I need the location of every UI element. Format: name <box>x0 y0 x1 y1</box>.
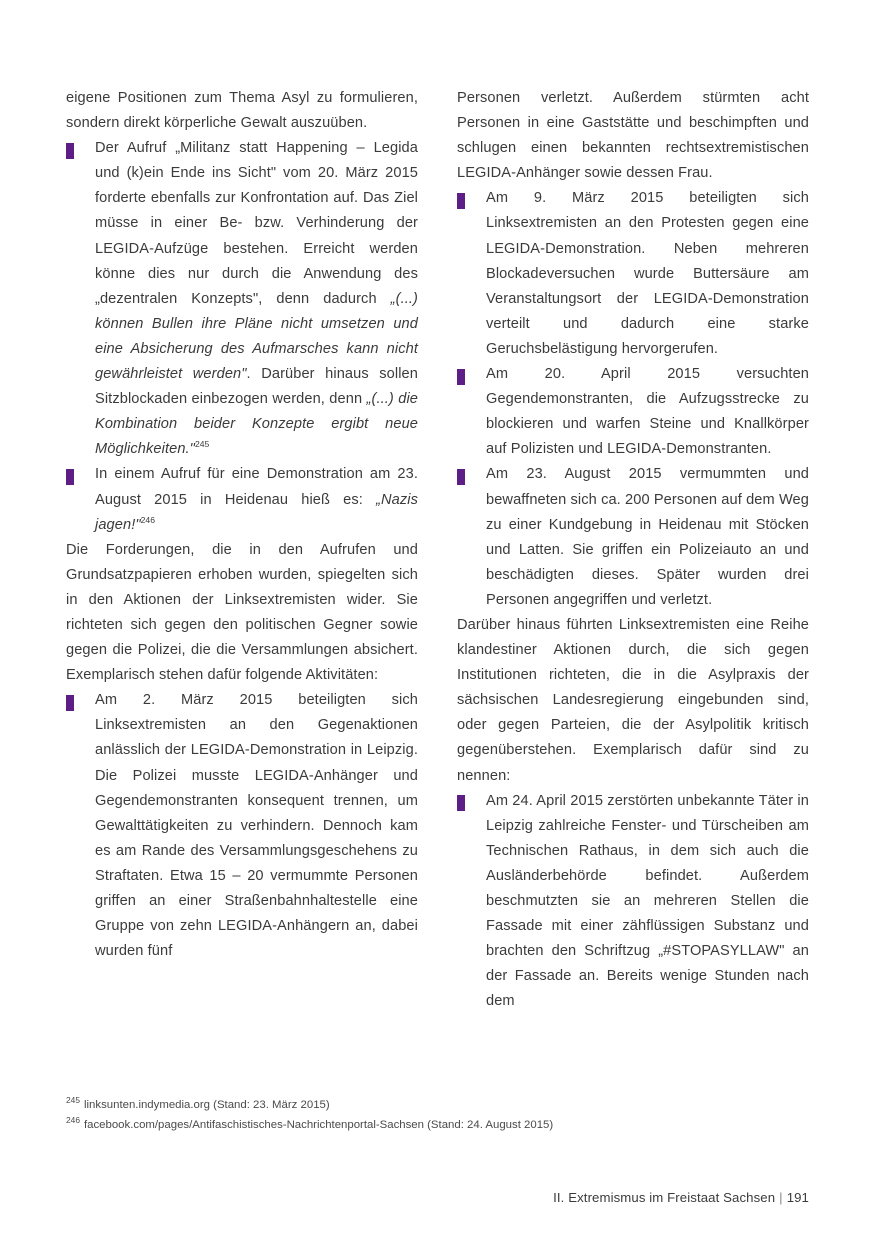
bullet-quote-italic-1: „Nazis jagen!" <box>95 491 418 533</box>
list-item <box>66 462 418 537</box>
footnote-number: 246 <box>66 1115 80 1126</box>
bullet-quote-italic-1: „(...) können Bullen ihre Pläne nicht umsetzen und eine Absicherung des Aufmarsches kann nicht gewährleistet werden" <box>95 290 418 383</box>
bullet-text-part1: Der Aufruf „Militanz statt Happening – Legida und (k)ein Ende ins Sicht" vom 20. März 2015 forderte ebenfalls zur Konfrontation auf. Das Ziel müsse in einer Be- bzw. Verhinderung der LEGIDA-Aufzüge bestehen. Erreicht werden könne dies nur durch die Anwendung des „dezentralen Konzepts", denn dadurch <box>95 140 418 307</box>
bullet-quote-italic-2: „(...) die Kombination beider Konzepte ergibt neue Möglichkeiten." <box>95 391 419 458</box>
right-continued-paragraph: Personen verletzt. Außerdem stürmten acht Personen in eine Gaststätte und beschimpften und schlugen einen bekannten rechtsextremistischen LEGIDA-Anhänger sowie dessen Frau. <box>457 90 809 182</box>
right-bullet-list-top <box>457 186 809 613</box>
footnote-entry <box>66 1095 809 1115</box>
list-item <box>66 136 418 462</box>
bullet-text-part1: In einem Aufruf für eine Demonstration am 23. August 2015 in Heidenau hieß es: <box>95 466 418 508</box>
footer-chapter-title: II. Extremismus im Freistaat Sachsen <box>553 1190 776 1205</box>
footnote-marker[interactable]: 245 <box>194 439 210 450</box>
left-column <box>66 86 418 1046</box>
left-bullet-list-top <box>66 136 418 538</box>
footnote-text: linksunten.indymedia.org (Stand: 23. März 2015) <box>83 1099 330 1111</box>
page-number: 191 <box>786 1190 809 1205</box>
list-item: Am 20. April 2015 versuchten Gegendemonstranten, die Aufzugsstrecke zu blockieren und warfen Steine und Knallkörper auf Polizisten und LEGIDA-Demonstranten. <box>457 362 809 462</box>
list-item: Am 24. April 2015 zerstörten unbekannte Täter in Leipzig zahlreiche Fenster- und Türscheiben am Technischen Rathaus, in dem sich auch die Ausländerbehörde befindet. Außerdem beschmutzten sie an mehreren Stellen die Fassade mit einer zähflüssigen Substanz und brachten den Schriftzug „#STOPASYLLAW" an der Fassade an. Bereits wenige Stunden nach dem <box>457 789 809 1015</box>
left-continued-paragraph: eigene Positionen zum Thema Asyl zu formulieren, sondern direkt körperliche Gewalt auszuüben. <box>66 90 418 132</box>
right-column <box>457 86 809 1046</box>
footnote-area <box>66 1095 809 1135</box>
footnote-marker[interactable]: 246 <box>140 514 155 525</box>
list-item: Am 2. März 2015 beteiligten sich Linksextremisten an den Gegenaktionen anlässlich der LEGIDA-Demonstration in Leipzig. Die Polizei musste LEGIDA-Anhänger und Gegendemonstranten konsequent trennen, um Gewalttätigkeiten zu verhindern. Dennoch kam es am Rande des Versammlungsgeschehens zu Straftaten. Etwa 15 – 20 vermummte Personen griffen an einer Straßenbahnhaltestelle eine Gruppe von zehn LEGIDA-Anhängern an, dabei wurden fünf <box>66 688 418 964</box>
list-item: Am 9. März 2015 beteiligten sich Linksextremisten an den Protesten gegen eine LEGIDA-Demonstration. Neben mehreren Blockadeversuchen wurde Buttersäure am Veranstaltungsort der LEGIDA-Demonstration verteilt und dadurch eine starke Geruchsbelästigung hervorgerufen. <box>457 186 809 362</box>
right-body-paragraph: Darüber hinaus führten Linksextremisten eine Reihe klandestiner Aktionen durch, die sich gegen Institutionen richteten, die in die Asylpraxis der sächsischen Landesregierung eingebunden sind, oder gegen Parteien, die der Asylpolitik kritisch gegenüberstehen. Exemplarisch dafür sind zu nennen: <box>457 616 809 784</box>
page-content-columns <box>66 86 809 1046</box>
footnote-text: facebook.com/pages/Antifaschistisches-Nachrichtenportal-Sachsen (Stand: 24. August 2015) <box>83 1119 554 1131</box>
footnote-entry <box>66 1115 809 1135</box>
right-bullet-list-bottom <box>457 789 809 1015</box>
bullet-text-part2: . Darüber hinaus sollen Sitzblockaden einbezogen werden, denn <box>95 366 418 408</box>
footnote-number: 245 <box>66 1095 80 1106</box>
footer-separator: | <box>779 1190 783 1205</box>
page-footer <box>553 1190 809 1205</box>
left-body-paragraph: Die Forderungen, die in den Aufrufen und Grundsatzpapieren erhoben wurden, spiegelten sich in den Aktionen der Linksextremisten wider. Sie richteten sich gegen den politischen Gegner sowie gegen die Polizei, die die Versammlungen absichert. Exemplarisch stehen dafür folgende Aktivitäten: <box>66 541 418 684</box>
left-bullet-list-bottom <box>66 688 418 964</box>
list-item: Am 23. August 2015 vermummten und bewaffneten sich ca. 200 Personen auf dem Weg zu einer Kundgebung in Heidenau mit Stöcken und Latten. Sie griffen ein Polizeiauto an und beschädigten dieses. Später wurden drei Personen angegriffen und verletzt. <box>457 462 809 613</box>
